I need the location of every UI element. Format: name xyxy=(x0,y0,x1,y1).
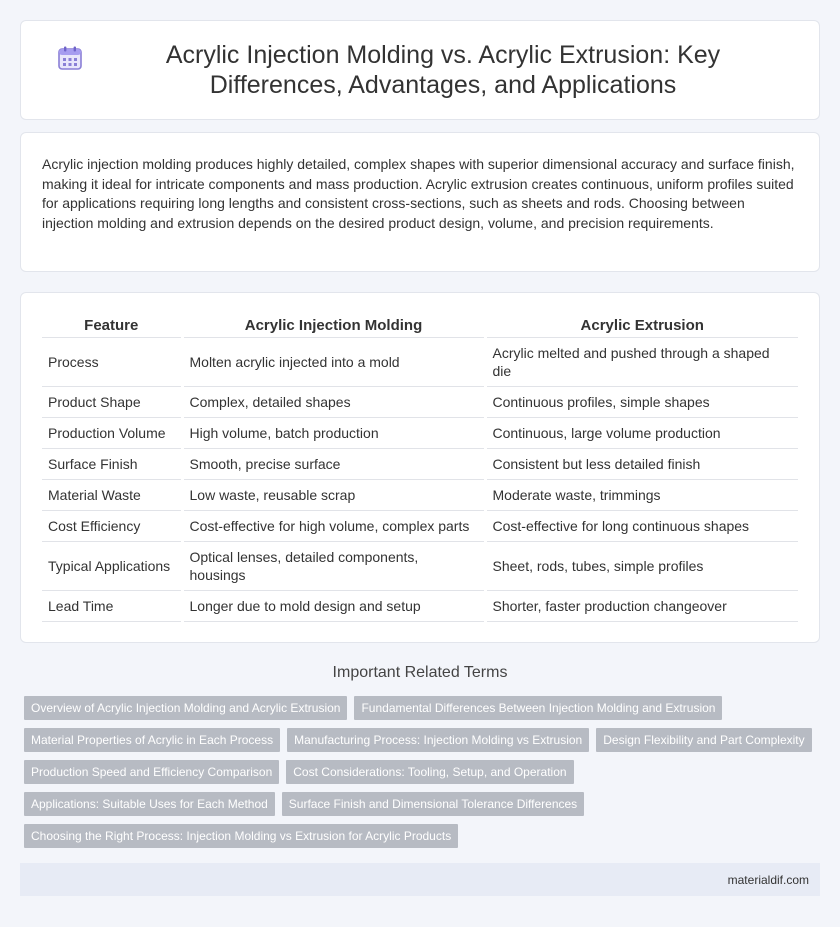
table-row xyxy=(42,387,798,418)
cell-injection: Low waste, reusable scrap xyxy=(182,480,485,511)
comparison-card xyxy=(20,292,820,643)
related-term-tag[interactable]: Applications: Suitable Uses for Each Method xyxy=(24,792,275,816)
table-row xyxy=(42,511,798,542)
table-row xyxy=(42,449,798,480)
related-term-tag[interactable]: Production Speed and Efficiency Comparison xyxy=(24,760,279,784)
related-term-tag[interactable]: Surface Finish and Dimensional Tolerance Differences xyxy=(282,792,584,816)
cell-injection: Molten acrylic injected into a mold xyxy=(182,338,485,387)
related-terms-heading: Important Related Terms xyxy=(332,664,508,681)
header-feature: Feature xyxy=(42,313,182,338)
cell-injection: Longer due to mold design and setup xyxy=(182,591,485,622)
cell-injection: Cost-effective for high volume, complex parts xyxy=(182,511,485,542)
footer xyxy=(20,863,820,896)
cell-feature: Process xyxy=(42,338,182,387)
cell-extrusion: Moderate waste, trimmings xyxy=(485,480,798,511)
cell-feature: Production Volume xyxy=(42,418,182,449)
comparison-table xyxy=(42,313,798,622)
header-extrusion: Acrylic Extrusion xyxy=(485,313,798,338)
cell-feature: Typical Applications xyxy=(42,542,182,591)
footer-site-link[interactable]: materialdif.com xyxy=(727,872,809,887)
table-row xyxy=(42,418,798,449)
table-header-row xyxy=(42,313,798,338)
related-term-tag[interactable]: Choosing the Right Process: Injection Molding vs Extrusion for Acrylic Products xyxy=(24,824,458,848)
table-row xyxy=(42,542,798,591)
header-injection-molding: Acrylic Injection Molding xyxy=(182,313,485,338)
cell-feature: Lead Time xyxy=(42,591,182,622)
cell-injection: Optical lenses, detailed components, housings xyxy=(182,542,485,591)
related-term-tag[interactable]: Cost Considerations: Tooling, Setup, and Operation xyxy=(286,760,573,784)
intro-paragraph: Acrylic injection molding produces highly detailed, complex shapes with superior dimensional accuracy and surface finish, making it ideal for intricate components and mass production. Acrylic extrusion creates continuous, uniform profiles suited for applications requiring long lengths and consistent cross-sections, such as sheets and rods. Choosing between injection molding and extrusion depends on the desired product design, volume, and precision requirements. xyxy=(42,156,795,231)
cell-extrusion: Cost-effective for long continuous shapes xyxy=(485,511,798,542)
calendar-icon xyxy=(57,45,83,71)
related-term-tag[interactable]: Overview of Acrylic Injection Molding and Acrylic Extrusion xyxy=(24,696,347,720)
table-row xyxy=(42,480,798,511)
cell-feature: Product Shape xyxy=(42,387,182,418)
cell-feature: Material Waste xyxy=(42,480,182,511)
intro-card xyxy=(20,132,820,272)
cell-injection: Smooth, precise surface xyxy=(182,449,485,480)
cell-feature: Surface Finish xyxy=(42,449,182,480)
cell-extrusion: Continuous, large volume production xyxy=(485,418,798,449)
table-row xyxy=(42,338,798,387)
related-term-tag[interactable]: Design Flexibility and Part Complexity xyxy=(596,728,811,752)
related-term-tag[interactable]: Manufacturing Process: Injection Molding vs Extrusion xyxy=(287,728,589,752)
cell-extrusion: Consistent but less detailed finish xyxy=(485,449,798,480)
cell-extrusion: Sheet, rods, tubes, simple profiles xyxy=(485,542,798,591)
cell-injection: Complex, detailed shapes xyxy=(182,387,485,418)
cell-extrusion: Continuous profiles, simple shapes xyxy=(485,387,798,418)
related-term-tag[interactable]: Fundamental Differences Between Injection Molding and Extrusion xyxy=(354,696,722,720)
page-title: Acrylic Injection Molding vs. Acrylic Extrusion: Key Differences, Advantages, and Applications xyxy=(165,41,721,99)
title-wrap xyxy=(57,40,783,100)
related-terms-list xyxy=(24,696,824,856)
table-row xyxy=(42,591,798,622)
title-card xyxy=(20,20,820,120)
cell-feature: Cost Efficiency xyxy=(42,511,182,542)
cell-extrusion: Acrylic melted and pushed through a shaped die xyxy=(485,338,798,387)
cell-extrusion: Shorter, faster production changeover xyxy=(485,591,798,622)
cell-injection: High volume, batch production xyxy=(182,418,485,449)
related-term-tag[interactable]: Material Properties of Acrylic in Each Process xyxy=(24,728,280,752)
